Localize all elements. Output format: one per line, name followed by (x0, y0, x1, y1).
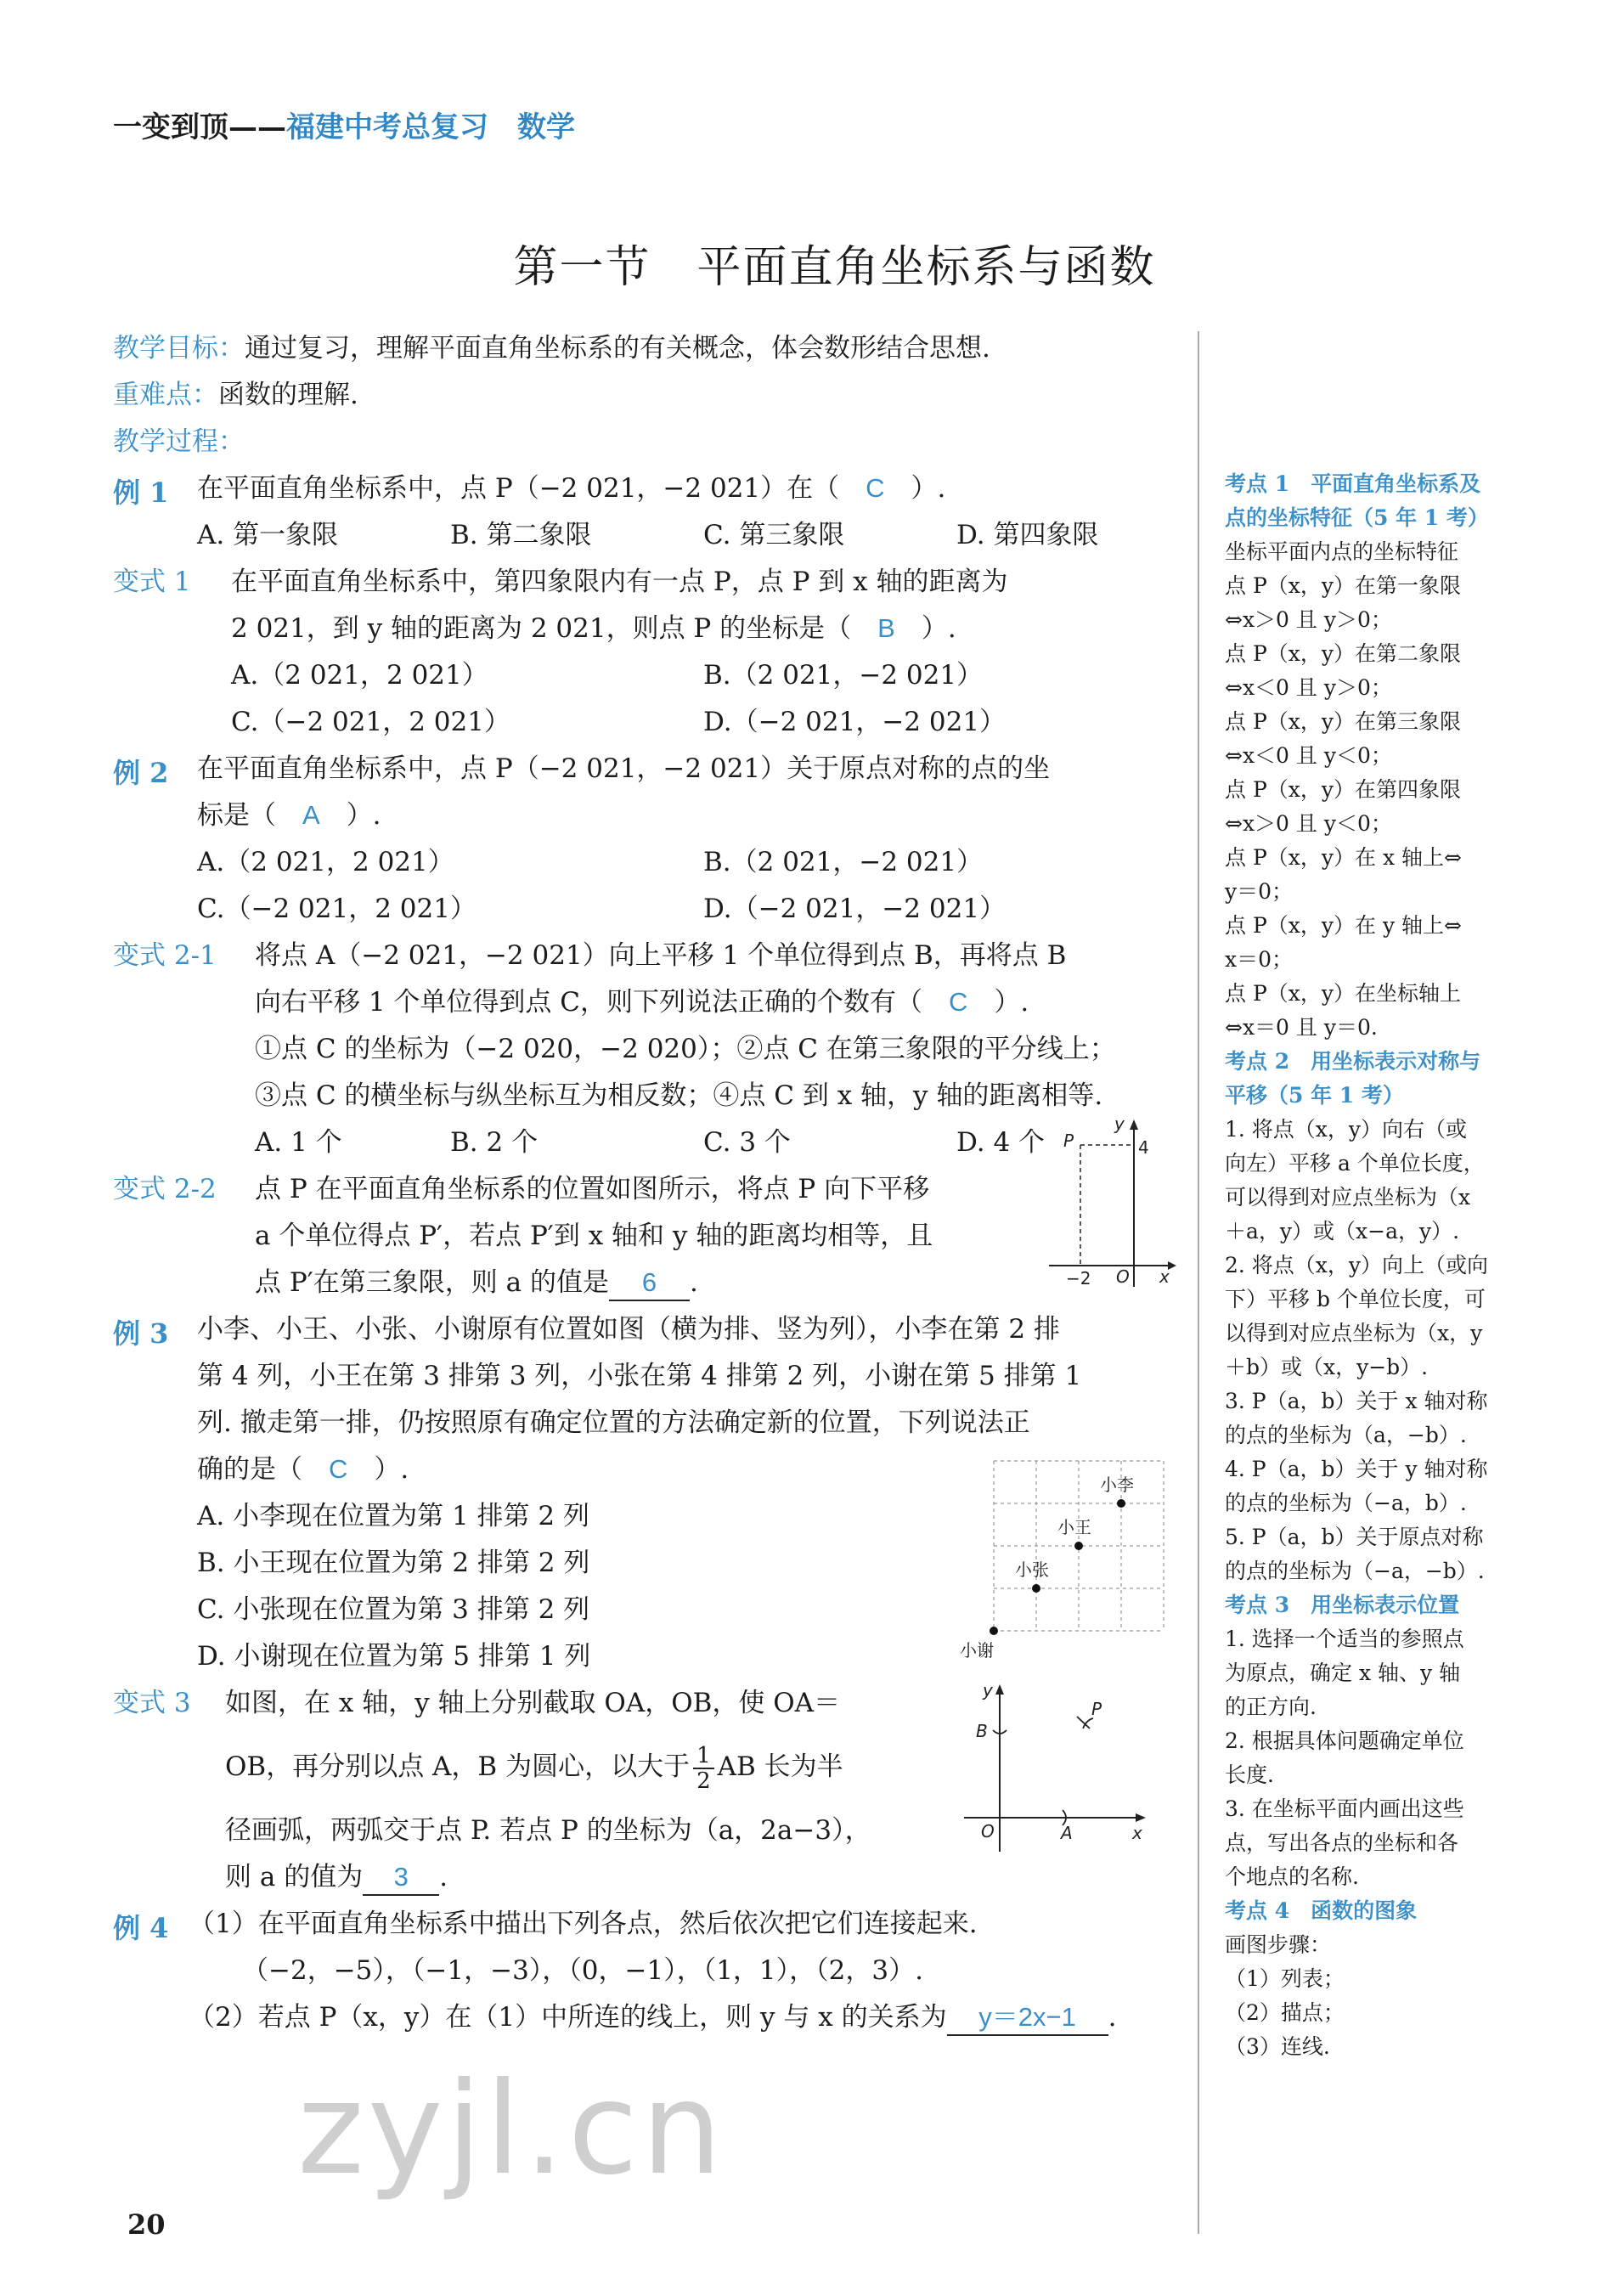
variant-2-1-line: 将点 A（−2 021，−2 021）向上平移 1 个单位得到点 B，再将点 B (255, 940, 1067, 971)
example-3-line: 第 4 列，小王在第 3 排第 3 列，小张在第 4 排第 2 列，小谢在第 5 排第 1 (197, 1361, 1082, 1391)
label-x: x (1132, 1823, 1142, 1843)
sidebar-line: 以得到对应点坐标为（x，y (1225, 1321, 1483, 1345)
header-series: 一变到顶—— (113, 110, 286, 144)
running-header (113, 104, 575, 145)
point-xiaoli (1117, 1499, 1125, 1508)
example-3-line: 列. 撤走第一排，仍按照原有确定位置的方法确定新的位置，下列说法正 (197, 1407, 1030, 1438)
variant-3-label: 变式 3 (113, 1688, 191, 1718)
sidebar-k1-title (1225, 467, 1565, 535)
sidebar-line: ⇔x＝0 且 y＝0. (1225, 1015, 1378, 1040)
label-o: O (981, 1821, 995, 1841)
variant-2-1-line: ③点 C 的横坐标与纵坐标互为相反数；④点 C 到 x 轴，y 轴的距离相等. (255, 1080, 1103, 1111)
example-4-line: （1）在平面直角坐标系中描出下列各点，然后依次把它们连接起来. (189, 1909, 978, 1939)
sidebar-k2-body (1225, 1113, 1565, 1588)
sidebar-k4-title (1225, 1894, 1565, 1928)
option: A. 小李现在位置为第 1 排第 2 列 (197, 1501, 589, 1531)
line-end: ）. (319, 800, 381, 831)
variant-3-line (225, 1741, 843, 1793)
stem-text: 在平面直角坐标系中，点 P（−2 021，−2 021）在（ (197, 473, 866, 504)
point-xiaowang (1074, 1542, 1083, 1550)
label-a: A (1061, 1823, 1073, 1843)
answer: A (302, 800, 320, 830)
sidebar-line: 点 P（x，y）在第一象限 (1225, 573, 1461, 598)
example-3-line: 小李、小王、小张、小谢原有位置如图（横为排、竖为列），小李在第 2 排 (197, 1314, 1060, 1345)
sidebar-line: 1. 将点（x，y）向右（或 (1225, 1117, 1468, 1142)
line-end: ）. (347, 1454, 409, 1485)
variant-3-line (225, 1860, 448, 1896)
sidebar-line: 点 P（x，y）在 y 轴上⇔ (1225, 913, 1462, 938)
sidebar-line: 向左）平移 a 个单位长度， (1225, 1151, 1485, 1176)
answer-blank: 6 (609, 1266, 690, 1301)
answer-blank: y＝2x−1 (947, 2000, 1108, 2036)
option: B.（2 021，−2 021） (703, 847, 984, 877)
label-b: B (976, 1721, 988, 1741)
sidebar-line: （1）列表； (1225, 1966, 1345, 1991)
sidebar-line: 坐标平面内点的坐标特征 (1225, 539, 1459, 564)
example-2-line: 在平面直角坐标系中，点 P（−2 021，−2 021）关于原点对称的点的坐 (197, 753, 1051, 784)
answer: C (329, 1454, 348, 1484)
sidebar-line: 2. 将点（x，y）向上（或向 (1225, 1253, 1489, 1277)
label-x: x (1159, 1266, 1170, 1287)
example-4-line (189, 2000, 1116, 2036)
sidebar-line: 2. 根据具体问题确定单位 (1225, 1729, 1464, 1753)
point-xiaoxie (990, 1627, 998, 1635)
goal-text: 通过复习，理解平面直角坐标系的有关概念，体会数形结合思想. (245, 333, 990, 364)
sidebar-line: 点 P（x，y）在第四象限 (1225, 777, 1461, 802)
page-title: 第一节 平面直角坐标系与函数 (513, 242, 1156, 293)
option: C. 第三象限 (703, 520, 845, 550)
example-3-label: 例 3 (113, 1317, 169, 1350)
sidebar-line: ⇔x＜0 且 y＞0； (1225, 675, 1392, 700)
variant-3-line: 径画弧，两弧交于点 P. 若点 P 的坐标为（a，2a−3）， (225, 1815, 871, 1846)
line-text: 确的是（ (197, 1454, 329, 1485)
watermark: zyjl.cn (297, 2056, 726, 2203)
option: C. 小张现在位置为第 3 排第 2 列 (197, 1594, 590, 1625)
key-label: 重难点： (113, 380, 218, 410)
sidebar-line: 点 P（x，y）在 x 轴上⇔ (1225, 845, 1462, 870)
sidebar-line: 点 P（x，y）在第二象限 (1225, 641, 1461, 666)
sidebar-heading: 考点 4 函数的图象 (1225, 1898, 1418, 1923)
sidebar-line: （3）连线. (1225, 2034, 1330, 2059)
sidebar-k3-body (1225, 1622, 1565, 1894)
sidebar-line: 3. 在坐标平面内画出这些 (1225, 1796, 1464, 1821)
option: D.（−2 021，−2 021） (703, 894, 1007, 924)
teaching-goal (113, 331, 990, 365)
option: B. 小王现在位置为第 2 排第 2 列 (197, 1548, 590, 1578)
sidebar-line: 的正方向. (1225, 1695, 1317, 1719)
sidebar-heading: 考点 2 用坐标表示对称与 (1225, 1049, 1481, 1074)
option: B. 2 个 (450, 1127, 539, 1158)
y-axis-arrow (1130, 1119, 1138, 1130)
sidebar-line: （2）描点； (1225, 2000, 1345, 2025)
sidebar-line: 5. P（a，b）关于原点对称 (1225, 1525, 1484, 1549)
option: D.（−2 021，−2 021） (703, 707, 1007, 737)
option: A. 1 个 (255, 1127, 342, 1158)
option: C.（−2 021，2 021） (197, 894, 476, 924)
variant-2-1-label: 变式 2-1 (113, 940, 217, 971)
answer-blank: 3 (363, 1860, 439, 1896)
sidebar-line: 点，写出各点的坐标和各 (1225, 1830, 1459, 1855)
line-text: OB，再分别以点 A，B 为圆心，以大于 (225, 1751, 691, 1782)
sidebar-line: 个地点的名称. (1225, 1864, 1359, 1889)
sidebar-line: 下）平移 b 个单位长度，可 (1225, 1287, 1486, 1311)
variant-1-line (231, 612, 956, 646)
key-text: 函数的理解. (218, 380, 358, 410)
sidebar-k4-body (1225, 1928, 1565, 2064)
label-y: y (1114, 1114, 1125, 1134)
variant-2-1-line: ①点 C 的坐标为（−2 020，−2 020）；②点 C 在第三象限的平分线上； (255, 1034, 1116, 1064)
process-label: 教学过程： (113, 426, 245, 457)
fraction-numerator: 1 (693, 1744, 714, 1769)
example-1-stem (197, 471, 945, 505)
sidebar-k3-title (1225, 1588, 1565, 1622)
example-2-line (197, 798, 381, 832)
variant-3-line: 如图，在 x 轴，y 轴上分别截取 OA，OB，使 OA＝ (225, 1688, 841, 1718)
goal-label: 教学目标： (113, 333, 245, 364)
y-axis-arrow (995, 1684, 1004, 1695)
sidebar-line: ＋a，y）或（x−a，y）. (1225, 1219, 1460, 1244)
figure-arcs (956, 1678, 1155, 1856)
label-xiaowang: 小王 (1057, 1517, 1091, 1537)
sidebar-line: ⇔x＞0 且 y＞0； (1225, 607, 1392, 632)
sidebar-line: 的点的坐标为（a，−b）. (1225, 1423, 1467, 1447)
label-o: O (1116, 1266, 1130, 1287)
sidebar-line: ⇔x＜0 且 y＜0； (1225, 743, 1392, 768)
option: A. 第一象限 (197, 520, 339, 550)
sidebar-line: 3. P（a，b）关于 x 轴对称 (1225, 1389, 1488, 1413)
example-2-label: 例 2 (113, 757, 169, 789)
variant-2-1-line (255, 985, 1029, 1019)
option: C.（−2 021，2 021） (231, 707, 510, 737)
sidebar-line: ＋b）或（x，y−b）. (1225, 1355, 1429, 1379)
option: D. 第四象限 (956, 520, 1099, 550)
variant-1-line: 在平面直角坐标系中，第四象限内有一点 P，点 P 到 x 轴的距离为 (231, 567, 1008, 597)
line-end: . (439, 1862, 448, 1892)
line-text: （2）若点 P（x，y）在（1）中所连的线上，则 y 与 x 的关系为 (189, 2002, 947, 2033)
figure-seating-grid (956, 1444, 1176, 1665)
sidebar-heading: 考点 3 用坐标表示位置 (1225, 1593, 1460, 1617)
line-text: 标是（ (197, 800, 302, 831)
sidebar-heading: 平移（5 年 1 考） (1225, 1083, 1404, 1108)
option: B.（2 021，−2 021） (703, 660, 984, 691)
line-text: 点 P′在第三象限，则 a 的值是 (255, 1267, 609, 1298)
option: A.（2 021，2 021） (231, 660, 488, 691)
option: D. 小谢现在位置为第 5 排第 1 列 (197, 1641, 591, 1672)
line-end: . (1108, 2002, 1117, 2033)
answer: B (877, 613, 895, 643)
header-subject: 福建中考总复习 数学 (286, 110, 575, 144)
example-4-line: （−2，−5），（−1，−3），（0，−1），（1，1），（2，3）. (242, 1955, 923, 1986)
label-neg2: −2 (1066, 1268, 1091, 1289)
sidebar-line: ⇔x＞0 且 y＜0； (1225, 811, 1392, 836)
page-number: 20 (127, 2208, 166, 2241)
label-xiaoli: 小李 (1100, 1475, 1134, 1495)
label-4: 4 (1138, 1137, 1149, 1158)
sidebar-line: 可以得到对应点坐标为（x (1225, 1185, 1471, 1210)
line-end: . (689, 1267, 698, 1298)
example-3-line (197, 1452, 409, 1486)
sidebar-line: y＝0； (1225, 879, 1294, 904)
x-axis-arrow (1136, 1813, 1146, 1822)
label-p: P (1063, 1131, 1074, 1151)
sidebar-line: 4. P（a，b）关于 y 轴对称 (1225, 1457, 1488, 1481)
variant-2-2-label: 变式 2-2 (113, 1174, 217, 1204)
answer: C (949, 987, 968, 1017)
line-text: 2 021，到 y 轴的距离为 2 021，则点 P 的坐标是（ (231, 613, 878, 644)
line-text: 则 a 的值为 (225, 1862, 364, 1892)
option: D. 4 个 (956, 1127, 1046, 1158)
option: A.（2 021，2 021） (197, 847, 454, 877)
variant-2-2-line: 点 P 在平面直角坐标系的位置如图所示，将点 P 向下平移 (255, 1174, 930, 1204)
option: B. 第二象限 (450, 520, 592, 550)
sidebar-line: 的点的坐标为（−a，−b）. (1225, 1559, 1485, 1583)
figure-point-p (1045, 1113, 1181, 1291)
sidebar-line: 为原点，确定 x 轴、y 轴 (1225, 1661, 1461, 1685)
sidebar-k1-body (1225, 535, 1565, 1045)
column-divider (1198, 331, 1199, 2234)
key-points (113, 378, 358, 412)
label-y: y (983, 1680, 993, 1700)
line-text: AB 长为半 (717, 1751, 843, 1782)
line-end: ）. (967, 987, 1029, 1018)
sidebar-heading: 考点 1 平面直角坐标系及 (1225, 471, 1481, 496)
sidebar-k2-title (1225, 1045, 1565, 1113)
variant-2-2-line (255, 1266, 698, 1301)
line-text: 向右平移 1 个单位得到点 C，则下列说法正确的个数有（ (255, 987, 950, 1018)
variant-1-label: 变式 1 (113, 567, 191, 597)
sidebar-line: 1. 选择一个适当的参照点 (1225, 1627, 1464, 1651)
sidebar-line: 的点的坐标为（−a，b）. (1225, 1491, 1467, 1515)
stem-end: ）. (884, 473, 946, 504)
sidebar-line: 画图步骤： (1225, 1932, 1332, 1957)
sidebar-heading: 点的坐标特征（5 年 1 考） (1225, 505, 1489, 530)
variant-2-2-line: a 个单位得点 P′，若点 P′到 x 轴和 y 轴的距离均相等，且 (255, 1221, 933, 1251)
fraction-denominator: 2 (696, 1768, 711, 1794)
point-xiaozhang (1032, 1584, 1040, 1593)
sidebar-line: 长度. (1225, 1762, 1274, 1787)
sidebar-line: 点 P（x，y）在坐标轴上 (1225, 981, 1461, 1006)
label-p: P (1091, 1699, 1102, 1719)
option: C. 3 个 (703, 1127, 791, 1158)
fraction-half (693, 1744, 714, 1793)
example-4-label: 例 4 (113, 1912, 169, 1944)
label-xiaozhang: 小张 (1015, 1559, 1049, 1580)
line-end: ）. (894, 613, 956, 644)
label-xiaoxie: 小谢 (960, 1640, 994, 1661)
answer: C (866, 473, 885, 503)
example-1-label: 例 1 (113, 477, 169, 509)
sidebar-line: 点 P（x，y）在第三象限 (1225, 709, 1461, 734)
sidebar-line: x＝0； (1225, 947, 1294, 972)
sidebar (1225, 467, 1565, 2064)
